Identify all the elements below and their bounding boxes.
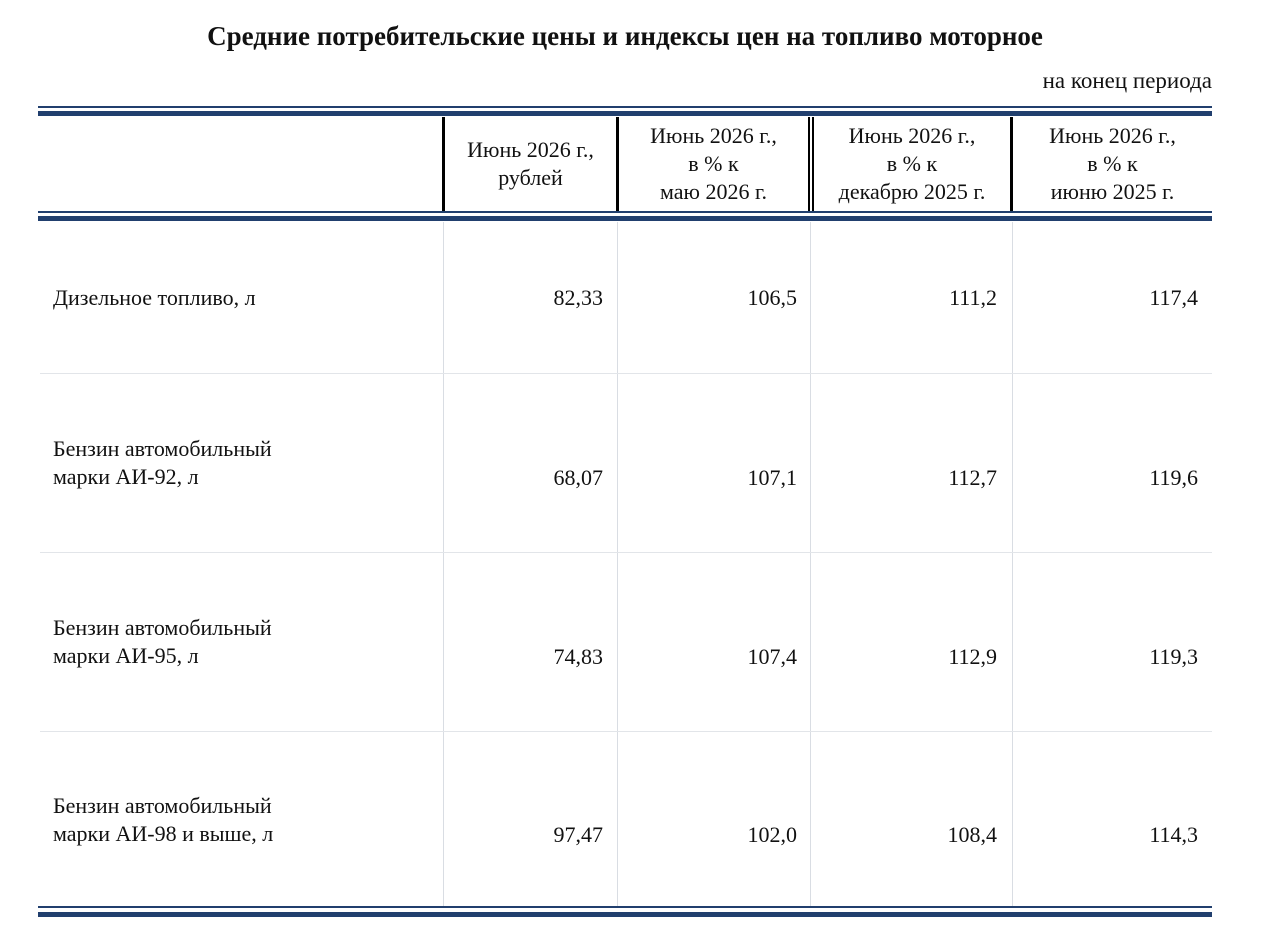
column-divider [617,222,618,906]
table-cell: 112,7 [948,464,997,490]
header-divider [808,117,810,211]
row-label-ai98: Бензин автомобильный марки АИ-98 и выше, л [53,793,274,846]
column-header-vs-may: Июнь 2026 г., в % к маю 2026 г. [650,123,777,204]
table-cell: 68,07 [553,464,603,490]
header-double-rule [38,211,1212,222]
table-cell: 97,47 [553,822,603,847]
column-divider [810,222,811,906]
table-cell: 107,1 [747,464,797,490]
row-label-diesel: Дизельное топливо, л [53,284,256,310]
table-cell: 119,6 [1149,464,1198,490]
table-subtitle: на конец периода [1042,68,1212,93]
column-header-vs-june: Июнь 2026 г., в % к июню 2025 г. [1049,123,1176,204]
table-cell: 111,2 [949,284,997,310]
table-cell: 108,4 [947,822,997,847]
table-cell: 114,3 [1149,822,1198,847]
table-cell: 74,83 [553,643,603,669]
table-cell: 82,33 [553,284,603,310]
column-header-vs-december: Июнь 2026 г., в % к декабрю 2025 г. [838,123,986,204]
table-cell: 102,0 [747,822,797,847]
row-label-ai95: Бензин автомобильный марки АИ-95, л [53,615,272,668]
column-divider [443,222,444,906]
table-title: Средние потребительские цены и индексы цен на топливо моторное [207,21,1043,51]
table-cell: 112,9 [948,643,997,669]
table-cell: 106,5 [747,284,797,310]
column-header-price: Июнь 2026 г., рублей [467,137,594,190]
row-label-ai92: Бензин автомобильный марки АИ-92, л [53,436,272,489]
table-cell: 119,3 [1149,643,1198,669]
table-cell: 107,4 [747,643,797,669]
table-cell: 117,4 [1149,284,1198,310]
top-double-rule [38,106,1212,117]
